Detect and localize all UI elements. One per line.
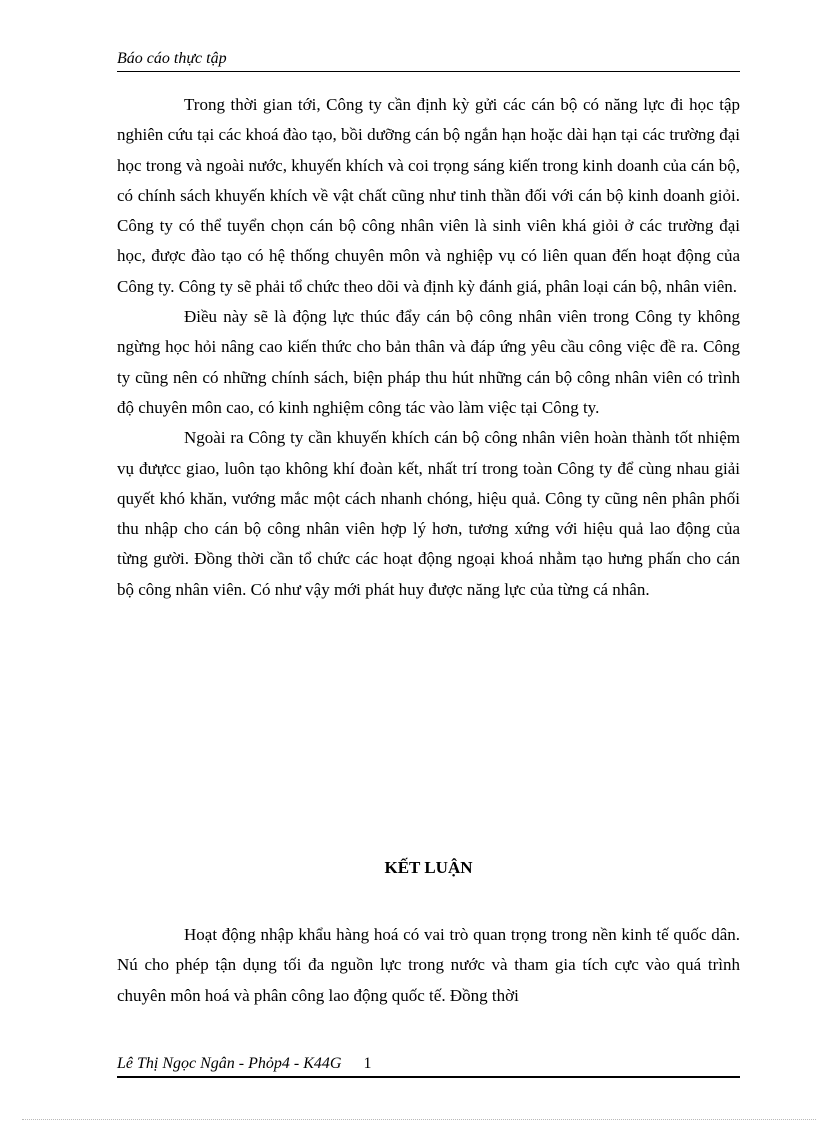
page-edge-divider <box>22 1119 816 1120</box>
paragraph: Điều này sẽ là động lực thúc đẩy cán bộ công nhân viên trong Công ty không ngừng học hỏi nâng cao kiến thức cho bản thân và đáp ứng yêu cầu công việc đề ra. Công ty cũng nên có những chính sách, biện pháp thu hút những cán bộ công nhân viên có trình độ chuyên môn cao, có kinh nghiệm công tác vào làm việc tại Công ty. <box>117 307 740 417</box>
header-title: Báo cáo thực tập <box>117 50 227 67</box>
paragraph: Trong thời gian tới, Công ty cần định kỳ gửi các cán bộ có năng lực đi học tập nghiên cứu tại các khoá đào tạo, bồi dưỡng cán bộ ngắn hạn hoặc dài hạn tại các trường đại học trong và ngoài nước, khuyến khích và coi trọng sáng kiến trong kinh doanh của cán bộ, có chính sách khuyến khích về vật chất cũng như tinh thần đối với cán bộ kinh doanh giỏi. Công ty có thể tuyển chọn cán bộ công nhân viên là sinh viên khá giỏi ở các trường đại học, được đào tạo có hệ thống chuyên môn và nghiệp vụ có liên quan đến hoạt động của Công ty. Công ty sẽ phải tổ chức theo dõi và định kỳ đánh giá, phân loại cán bộ, nhân viên. <box>117 95 740 296</box>
conclusion-text <box>117 920 740 1011</box>
body-text <box>117 90 740 605</box>
page-footer <box>117 1054 740 1078</box>
paragraph: Ngoài ra Công ty cần khuyến khích cán bộ công nhân viên hoàn thành tốt nhiệm vụ đưựcc giao, luôn tạo không khí đoàn kết, nhất trí trong toàn Công ty để cùng nhau giải quyết khó khăn, vướng mắc một cách nhanh chóng, hiệu quả. Công ty cũng nên phân phối thu nhập cho cán bộ công nhân viên hợp lý hơn, tương xứng với hiệu quả lao động của từng gười. Đồng thời cần tổ chức các hoạt động ngoại khoá nhằm tạo hưng phấn cho cán bộ công nhân viên. Có như vậy mới phát huy được năng lực của từng cá nhân. <box>117 428 740 599</box>
footer-author: Lê Thị Ngọc Ngân - Phỏp4 - K44G <box>117 1055 342 1072</box>
paragraph: Hoạt động nhập khẩu hàng hoá có vai trò quan trọng trong nền kinh tế quốc dân. Nú cho phép tận dụng tối đa nguồn lực trong nước và tham gia tích cực vào quá trình chuyên môn hoá và phân công lao động quốc tế. Đồng thời <box>117 925 740 1005</box>
page-header <box>117 49 740 72</box>
section-heading: KẾT LUẬN <box>384 858 473 877</box>
page-number: 1 <box>363 1055 372 1072</box>
